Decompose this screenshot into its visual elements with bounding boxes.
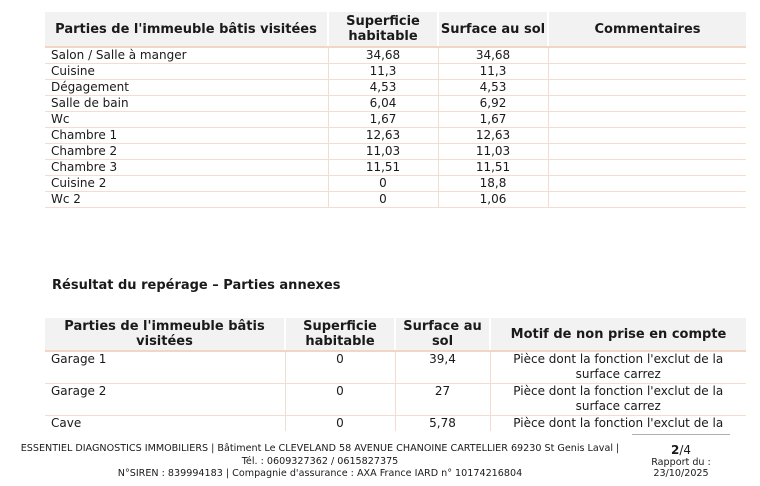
cell-reason: Pièce dont la fonction l'exclut de la bbox=[513, 416, 724, 430]
cell-habitable: 11,51 bbox=[328, 160, 438, 176]
cell-floor-area: 34,68 bbox=[438, 47, 548, 64]
table-row bbox=[45, 176, 746, 192]
cell-comment bbox=[548, 144, 746, 160]
section-title-annexes: Résultat du repérage – Parties annexes bbox=[52, 278, 341, 293]
cell-comment bbox=[548, 160, 746, 176]
page-current: 2 bbox=[670, 443, 680, 457]
cell-habitable: 4,53 bbox=[328, 80, 438, 96]
cell-room: Wc 2 bbox=[45, 192, 328, 208]
col-header-habitable: Superficie habitable bbox=[285, 318, 395, 351]
cell-comment bbox=[548, 47, 746, 64]
cell-habitable: 11,3 bbox=[328, 64, 438, 80]
annex-parts-body bbox=[45, 351, 746, 431]
col-header-floor-area: Surface au sol bbox=[395, 318, 490, 351]
footer-phone: Tél. : 0609327362 / 0615827375 bbox=[241, 455, 399, 467]
table-row bbox=[45, 96, 746, 112]
cell-room: Dégagement bbox=[45, 80, 328, 96]
cell-floor-area: 11,51 bbox=[438, 160, 548, 176]
col-header-parts: Parties de l'immeuble bâtis visitées bbox=[45, 12, 328, 47]
table-row bbox=[45, 112, 746, 128]
table-row bbox=[45, 144, 746, 160]
col-header-habitable: Superficie habitable bbox=[328, 12, 438, 47]
cell-floor-area: 27 bbox=[395, 384, 490, 416]
cell-comment bbox=[548, 128, 746, 144]
cell-floor-area: 6,92 bbox=[438, 96, 548, 112]
cell-comment bbox=[548, 64, 746, 80]
cell-room: Garage 1 bbox=[45, 351, 285, 384]
visited-parts-table bbox=[45, 12, 746, 208]
cell-room: Cuisine 2 bbox=[45, 176, 328, 192]
cell-habitable: 0 bbox=[285, 384, 395, 416]
cell-floor-area: 18,8 bbox=[438, 176, 548, 192]
cell-floor-area: 1,67 bbox=[438, 112, 548, 128]
table-header-row bbox=[45, 318, 746, 351]
cell-habitable: 0 bbox=[285, 416, 395, 432]
cell-room: Garage 2 bbox=[45, 384, 285, 416]
page-total: /4 bbox=[679, 443, 692, 457]
cell-floor-area: 12,63 bbox=[438, 128, 548, 144]
cell-reason: Pièce dont la fonction l'exclut de la surface carrez bbox=[490, 351, 746, 384]
cell-room: Chambre 3 bbox=[45, 160, 328, 176]
visited-parts-body bbox=[45, 47, 746, 208]
table-row bbox=[45, 416, 746, 432]
cell-room: Cuisine bbox=[45, 64, 328, 80]
cell-comment bbox=[548, 80, 746, 96]
col-header-comments: Commentaires bbox=[548, 12, 746, 47]
footer-siren-insurance: N°SIREN : 839994183 | Compagnie d'assurance : AXA France IARD n° 10174216804 bbox=[117, 468, 523, 479]
cell-habitable: 12,63 bbox=[328, 128, 438, 144]
cell-comment bbox=[548, 192, 746, 208]
cell-reason: Pièce dont la fonction l'exclut de la surface carrez bbox=[490, 384, 746, 416]
footer-company-address: ESSENTIEL DIAGNOSTICS IMMOBILIERS | Bâtiment Le CLEVELAND 58 AVENUE CHANOINE CARTELLIER 69230 St Genis Laval | bbox=[20, 443, 620, 454]
cell-room: Wc bbox=[45, 112, 328, 128]
cell-floor-area: 39,4 bbox=[395, 351, 490, 384]
cell-comment bbox=[548, 176, 746, 192]
cell-comment bbox=[548, 112, 746, 128]
cell-habitable: 0 bbox=[328, 192, 438, 208]
cell-comment bbox=[548, 96, 746, 112]
cell-floor-area: 5,78 bbox=[395, 416, 490, 432]
table-header-row bbox=[45, 12, 746, 47]
cell-floor-area: 11,03 bbox=[438, 144, 548, 160]
table-row bbox=[45, 192, 746, 208]
cell-habitable: 1,67 bbox=[328, 112, 438, 128]
table-row bbox=[45, 128, 746, 144]
cell-habitable: 6,04 bbox=[328, 96, 438, 112]
annex-parts-table bbox=[45, 318, 746, 431]
page-info bbox=[632, 434, 730, 479]
cell-habitable: 0 bbox=[328, 176, 438, 192]
cell-floor-area: 1,06 bbox=[438, 192, 548, 208]
table-row bbox=[45, 384, 746, 416]
table-row bbox=[45, 160, 746, 176]
cell-floor-area: 4,53 bbox=[438, 80, 548, 96]
col-header-reason: Motif de non prise en compte bbox=[490, 318, 746, 351]
cell-room: Chambre 1 bbox=[45, 128, 328, 144]
cell-room: Chambre 2 bbox=[45, 144, 328, 160]
col-header-parts: Parties de l'immeuble bâtis visitées bbox=[45, 318, 285, 351]
page-number bbox=[632, 443, 730, 457]
report-date: 23/10/2025 bbox=[653, 468, 709, 479]
cell-habitable: 11,03 bbox=[328, 144, 438, 160]
table-row bbox=[45, 47, 746, 64]
table-row bbox=[45, 64, 746, 80]
cell-floor-area: 11,3 bbox=[438, 64, 548, 80]
page-footer bbox=[20, 443, 620, 481]
cell-habitable: 0 bbox=[285, 351, 395, 384]
cell-room: Salon / Salle à manger bbox=[45, 47, 328, 64]
col-header-floor-area: Surface au sol bbox=[438, 12, 548, 47]
cell-room: Salle de bain bbox=[45, 96, 328, 112]
table-row bbox=[45, 351, 746, 384]
table-row bbox=[45, 80, 746, 96]
report-label: Rapport du : bbox=[651, 457, 711, 468]
cell-room: Cave bbox=[45, 416, 285, 432]
cell-habitable: 34,68 bbox=[328, 47, 438, 64]
